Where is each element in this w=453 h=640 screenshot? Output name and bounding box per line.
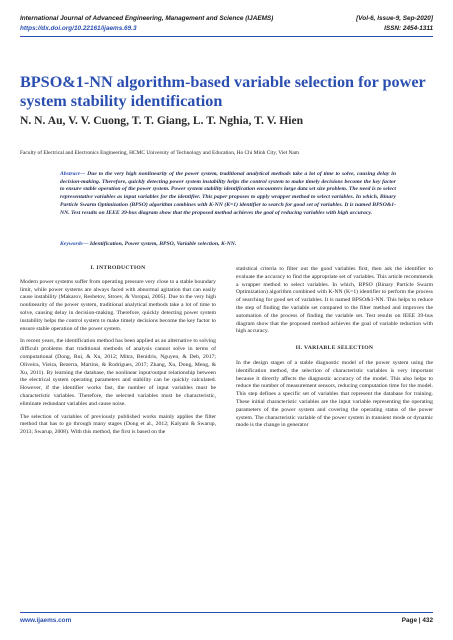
- footer-rule: [20, 612, 433, 613]
- left-column: [20, 265, 216, 442]
- section-heading-variable-selection: II. VARIABLE SELECTION: [295, 345, 374, 352]
- volume-info: [Vol-6, Issue-9, Sep-2020]: [356, 15, 433, 22]
- page-number: Page | 432: [401, 617, 433, 624]
- issn: ISSN: 2454-1311: [384, 25, 433, 32]
- abstract-label: Abstract—: [60, 171, 86, 177]
- keywords: [60, 241, 396, 249]
- right-column: [236, 266, 433, 435]
- footer-site-link[interactable]: www.ijaems.com: [20, 617, 72, 624]
- doi-link[interactable]: https://dx.doi.org/10.22161/ijaems.69.3: [20, 25, 137, 32]
- paragraph: The selection of variables of previously published works mainly applies the filter method that has to go through many stages (Dong et al., 2012; Kalyani & Swarup, 2013; Swarup, 2008). With this method, the first is based on the: [20, 413, 216, 436]
- authors: N. N. Au, V. V. Cuong, T. T. Giang, L. T. Nghia, T. V. Hien: [20, 114, 304, 127]
- keywords-label: Keywords—: [60, 241, 89, 247]
- section-heading-introduction: I. INTRODUCTION: [90, 265, 146, 271]
- abstract-text: Due to the very high nonlinearity of the power system, traditional analytical methods take a lot of time to solve, causing delay in decision-making. Therefore, quickly detecting power system instability helps the control system to make timely decisions become the key factor to ensure stable operation of the power system. Power system stability identification encounters large data set size problem. The need is to select representative variables as input variables for the identifier. This paper proposes to apply wrapper method to select variables. In which, Binary Particle Swarm Optimization (BPSO) algorithm combines with K-NN (K=1) identifier to search for good set of variables. It is named BPSO&1-NN. Test results on IEEE 39-bus diagram show that the proposed method achieves the goal of reducing variables with high accuracy.: [60, 171, 396, 216]
- paragraph: In recent years, the identification method has been applied as an alternative to solving difficult problems that traditional methods of analysis cannot solve in terms of computational (Dong, Rui, & Xu, 2012; Mitra, Benidris, Nguyen, & Deb, 2017; Oliveira, Vieira, Bezerra, Martins, & Rodrigues, 2017; Zhang, Xu, Dong, Meng, & Xu, 2011). By learning the database, the nonlinear input/output relationship between the electrical system operating parameters and stability can be quickly calculated. However, if the identifier works fast, the number of input variables must be characteristic variables. Therefore, the selected variables must be characteristic, eliminate redundant variables and cause noise.: [20, 338, 216, 407]
- affiliation: Faculty of Electrical and Electronics Engineering, HCMC University of Technology and Education, Ho Chi Minh City, Viet Nam: [20, 150, 300, 156]
- journal-name: International Journal of Advanced Engineering, Management and Science (IJAEMS): [20, 15, 274, 22]
- paragraph: statistical criteria to filter out the good variables first, then ask the identifier to evaluate the accuracy to find the appropriate set of variables. This article recommends a wrapper method to select variables. In which, BPSO (Binary Particle Swarm Optimization) algorithm combined with K-NN (K=1) identifier to perform the process of searching for good set of variables. It is named BPSO&1-NN. This helps to reduce the step of finding the variable set compared to the filter method and improves the automation of the process of finding the variable set. Test results on IEEE 39-bus diagram show that the proposed method achieves the goal of variable reduction with high accuracy.: [236, 266, 433, 335]
- header-rule: [20, 36, 433, 37]
- paragraph: Modern power systems suffer from operating pressure very close to a stable boundary limit, while power systems are always faced with abnormal agitation that can easily cause instability (Makarov, Reshetov, Stroev, & Voropai, 2005). Due to the very high nonlinearity of the power system, traditional analytical methods take a lot of time to solve, causing delay in decision-making. Therefore, quickly detecting power system instability helps the control system to make timely decisions become the key factor to ensure stable operation of the power system.: [20, 278, 216, 332]
- paper-title: BPSO&1-NN algorithm-based variable selection for power system stability identification: [20, 73, 426, 110]
- paragraph: In the design stages of a stable diagnostic model of the power system using the identification method, the selection of characteristic variables is very important because it directly affects the diagnostic accuracy of the model. This also helps to reduce the number of measurement sensors, reducing computation time for the model. This step defines a specific set of variables that represent the database for training. These initial characteristic variables are the input variable representing the operating parameters of the power system and covering the operating status of the power system. The characteristic variable of the power system in transient mode or dynamic mode is the change in generator: [236, 359, 433, 429]
- abstract: [60, 171, 396, 217]
- keywords-text: Identification, Power system, BPSO, Variable selection, K-NN.: [88, 241, 237, 247]
